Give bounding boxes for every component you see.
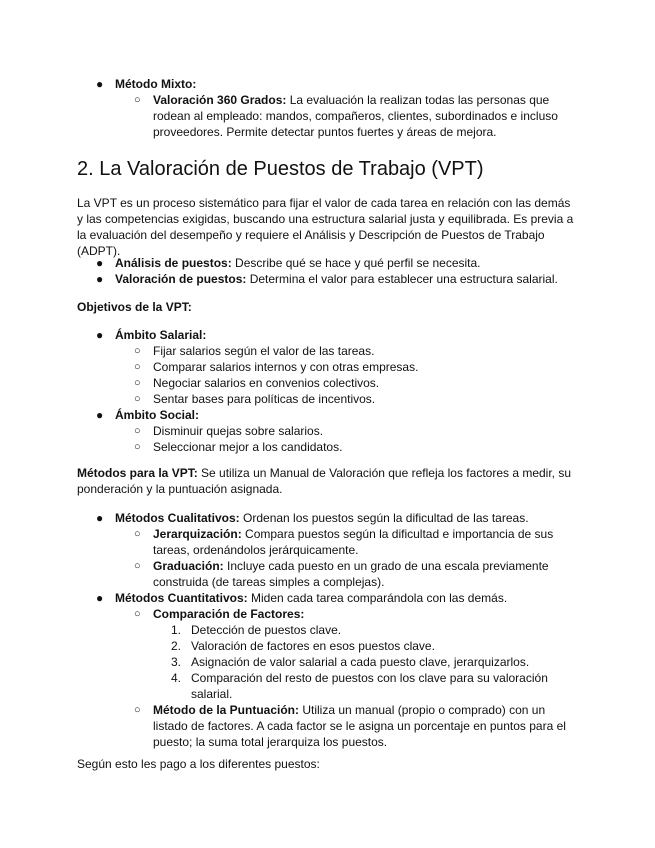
cuantitativos-label: Métodos Cuantitativos:: [115, 591, 248, 605]
step-text: Valoración de factores en esos puestos clave.: [191, 639, 435, 653]
step-number: 2.: [171, 639, 182, 653]
analisis-text: Describe qué se hace y qué perfil se necesita.: [231, 256, 481, 270]
list-item: [0, 92, 580, 140]
circle-bullet-icon: ○: [134, 704, 141, 716]
salarial-item: Sentar bases para políticas de incentivos.: [153, 392, 376, 406]
bullet-icon: ●: [96, 408, 104, 422]
intro-paragraph: La VPT es un proceso sistemático para fijar el valor de cada tarea en relación con las demás y las competencias exigidas, buscando una estructura salarial justa y equilibrada. Es previa a la evaluación del desempeño y requiere el Análisis y Descripción de Puestos de Trabajo (ADPT).: [77, 196, 574, 258]
metodo-mixto-list: [0, 76, 655, 140]
valoracion-360-text: La evaluación la realizan todas las personas que rodean al empleado: mandos, compañeros, clientes, subordinados e incluso proveedores. Permite detectar puntos fuertes y áreas de mejora.: [153, 93, 558, 139]
metodos-label: Métodos para la VPT:: [77, 466, 198, 480]
valoracion-label: Valoración de puestos:: [115, 272, 247, 286]
step-number: 1.: [171, 623, 182, 637]
list-item: [0, 423, 580, 439]
objetivos-title: [77, 299, 577, 315]
graduacion-label: Graduación:: [153, 559, 224, 573]
bullet-icon: ●: [96, 328, 104, 342]
metodo-mixto-label: Método Mixto:: [115, 77, 197, 91]
list-item: [0, 622, 580, 638]
cualitativos-text: Ordenan los puestos según la dificultad de las tareas.: [239, 511, 529, 525]
puntuacion-text: Utiliza un manual (propio o comprado) con un listado de factores. A cada factor se le asigna un porcentaje en puntos para el puesto; la suma total jerarquiza los puestos.: [153, 703, 566, 749]
circle-bullet-icon: ○: [134, 441, 141, 453]
objetivos-title-text: Objetivos de la VPT:: [77, 300, 192, 314]
comparacion-label: Comparación de Factores:: [153, 607, 305, 621]
circle-bullet-icon: ○: [134, 608, 141, 620]
objetivos-list: [0, 327, 655, 455]
bullet-icon: ●: [96, 272, 104, 286]
bullet-icon: ●: [96, 77, 104, 91]
circle-bullet-icon: ○: [134, 560, 141, 572]
list-item: [0, 271, 580, 287]
valoracion-360-label: Valoración 360 Grados:: [153, 93, 287, 107]
puntuacion-label: Método de la Puntuación:: [153, 703, 299, 717]
metodos-paragraph: [77, 465, 577, 497]
list-item: [0, 654, 580, 670]
circle-bullet-icon: ○: [134, 393, 141, 405]
salarial-item: Negociar salarios en convenios colectivos.: [153, 376, 380, 390]
step-text: Detección de puestos clave.: [191, 623, 342, 637]
jerarquizacion-text: Compara puestos según la dificultad e importancia de sus tareas, ordenándolos jerárquicamente.: [153, 527, 554, 557]
metodos-text: Se utiliza un Manual de Valoración que refleja los factores a medir, su ponderación y la puntuación asignada.: [77, 466, 572, 496]
cualitativos-label: Métodos Cualitativos:: [115, 511, 240, 525]
list-item: [0, 670, 580, 702]
list-item: [0, 510, 580, 526]
cuantitativos-text: Miden cada tarea comparándola con las demás.: [247, 591, 508, 605]
circle-bullet-icon: ○: [134, 94, 141, 106]
list-item: [0, 590, 580, 606]
list-item: [0, 359, 580, 375]
salarial-item: Fijar salarios según el valor de las tareas.: [153, 344, 375, 358]
social-item: Disminuir quejas sobre salarios.: [153, 424, 324, 438]
graduacion-text: Incluye cada puesto en un grado de una escala previamente construida (de tareas simples a complejas).: [153, 559, 549, 589]
step-text: Comparación del resto de puestos con los clave para su valoración salarial.: [191, 671, 548, 701]
list-item: [0, 702, 580, 750]
step-number: 3.: [171, 655, 182, 669]
list-item: [0, 327, 580, 343]
jerarquizacion-label: Jerarquización:: [153, 527, 242, 541]
bullet-icon: ●: [96, 256, 104, 270]
list-item: [0, 526, 580, 558]
list-item: [0, 255, 580, 271]
list-item: [0, 407, 580, 423]
closing-paragraph: Según esto les pago a los diferentes puestos:: [77, 757, 320, 771]
list-item: [0, 343, 580, 359]
metodos-list: [0, 510, 655, 750]
list-item: [0, 391, 580, 407]
list-item: [0, 638, 580, 654]
bullet-icon: ●: [96, 591, 104, 605]
list-item: [0, 606, 580, 622]
list-item: [0, 76, 580, 92]
ambito-salarial-label: Ámbito Salarial:: [115, 328, 207, 342]
step-number: 4.: [171, 671, 182, 685]
vpt-list: [0, 255, 655, 287]
list-item: [0, 558, 580, 590]
circle-bullet-icon: ○: [134, 345, 141, 357]
list-item: [0, 375, 580, 391]
circle-bullet-icon: ○: [134, 528, 141, 540]
circle-bullet-icon: ○: [134, 377, 141, 389]
circle-bullet-icon: ○: [134, 425, 141, 437]
section-heading: 2. La Valoración de Puestos de Trabajo (VPT): [77, 158, 484, 180]
social-item: Seleccionar mejor a los candidatos.: [153, 440, 343, 454]
valoracion-text: Determina el valor para establecer una estructura salarial.: [246, 272, 558, 286]
salarial-item: Comparar salarios internos y con otras empresas.: [153, 360, 419, 374]
ambito-social-label: Ámbito Social:: [115, 408, 200, 422]
bullet-icon: ●: [96, 511, 104, 525]
step-text: Asignación de valor salarial a cada puesto clave, jerarquizarlos.: [191, 655, 530, 669]
analisis-label: Análisis de puestos:: [115, 256, 232, 270]
circle-bullet-icon: ○: [134, 361, 141, 373]
list-item: [0, 439, 580, 455]
